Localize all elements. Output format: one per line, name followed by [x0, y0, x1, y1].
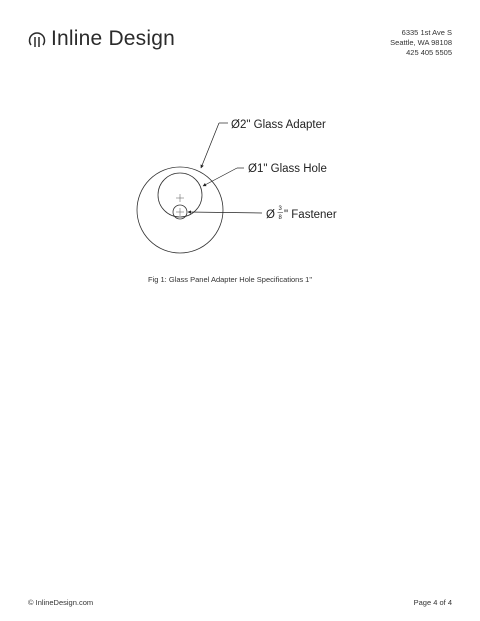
fastener-leader-arrow — [188, 212, 262, 213]
label-fastener-symbol: Ø — [266, 209, 275, 221]
label-glass-adapter: Ø2" Glass Adapter — [231, 119, 326, 131]
address-line-phone: 425 405 5505 — [406, 48, 452, 57]
figure-caption: Fig 1: Glass Panel Adapter Hole Specifications 1" — [148, 275, 313, 284]
address-line-city: Seattle, WA 98108 — [390, 38, 452, 47]
address-line-street: 6335 1st Ave S — [401, 28, 452, 37]
label-fastener-numerator: 3 — [278, 206, 282, 212]
footer-page-number: Page 4 of 4 — [413, 598, 452, 607]
adapter-leader-arrow — [201, 123, 219, 168]
footer-copyright: © InlineDesign.com — [28, 598, 94, 607]
hole-center-mark — [176, 194, 184, 202]
label-fastener-denominator: 8 — [278, 215, 282, 221]
fastener-center-mark — [176, 208, 184, 216]
logo-text: Inline Design — [51, 27, 176, 50]
label-glass-hole: Ø1" Glass Hole — [248, 163, 327, 175]
label-fastener-text: " Fastener — [284, 209, 337, 221]
